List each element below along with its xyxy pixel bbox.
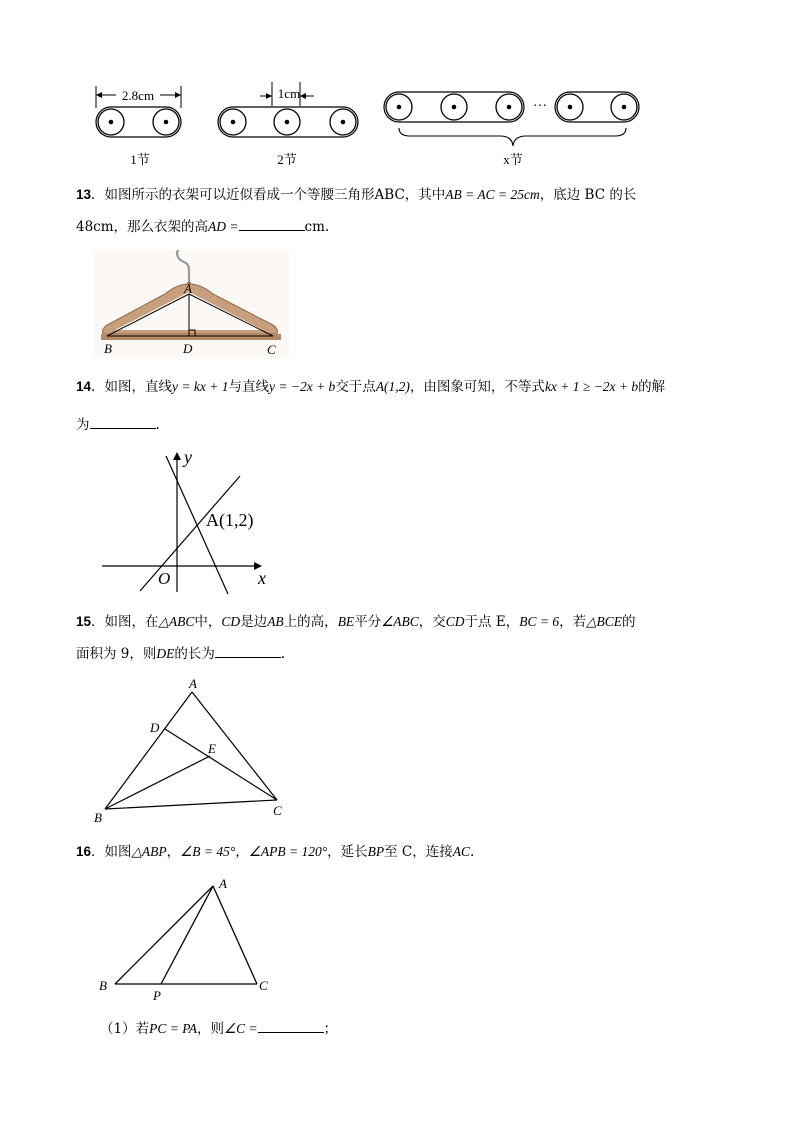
q16-label-c: C [259, 978, 268, 993]
coordinate-graph [100, 446, 280, 594]
q15-label-b: B [94, 810, 102, 825]
chain-two-sections [218, 82, 358, 167]
q15-number: 15 [76, 614, 92, 629]
origin-label: O [158, 569, 171, 588]
q14-answer-blank[interactable] [90, 414, 156, 429]
q13-answer-blank[interactable] [239, 216, 305, 231]
q13-line1: 13．如图所示的衣架可以近似看成一个等腰三角形ABC，其中AB = AC = 25cm，底边 BC 的长 [76, 187, 637, 203]
q16-label-b: B [99, 978, 107, 993]
q16-sub1: （1）若PC = PA，则∠C = ； [100, 1018, 337, 1039]
q16-sub1-answer-blank[interactable] [258, 1018, 324, 1033]
q15-line2: 面积为 9，则DE的长为 . [76, 643, 285, 664]
q15-label-a: A [189, 676, 197, 691]
chain-figure [80, 78, 660, 178]
y-axis-label: y [184, 447, 192, 467]
width-label: 2.8cm [121, 88, 155, 103]
q16-label-p: P [153, 988, 161, 1003]
caption-one: 1节 [130, 152, 150, 167]
gap-label: 1cm [277, 86, 301, 101]
hanger-label-b: B [104, 341, 112, 356]
q15-line1: 15．如图，在△ABC中，CD是边AB上的高，BE平分∠ABC，交CD于点 E，BC = 6，若△BCE的 [76, 614, 636, 630]
q15-label-c: C [273, 803, 282, 818]
q16-label-a: A [219, 876, 227, 891]
x-axis-label: x [258, 568, 266, 588]
q13-number: 13 [76, 187, 92, 202]
hanger-label-d: D [183, 341, 193, 356]
q15-label-d: D [150, 720, 160, 735]
ellipsis: ··· [533, 99, 547, 114]
q16-line1: 16．如图△ABP，∠B = 45°，∠APB = 120°，延长BP至 C，连接AC. [76, 844, 475, 860]
q15-answer-blank[interactable] [215, 643, 281, 658]
q13-line2: 48cm，那么衣架的高AD = cm. [76, 216, 329, 237]
triangle-abp-figure [95, 872, 285, 1006]
point-a-label: A(1,2) [206, 510, 254, 530]
q14-line2: 为 . [76, 414, 160, 435]
caption-two: 2节 [277, 152, 297, 167]
chain-x-sections [384, 92, 639, 167]
caption-x: x节 [503, 152, 523, 167]
q14-number: 14 [76, 379, 92, 394]
q14-line1: 14．如图，直线y = kx + 1与直线y = −2x + b交于点A(1,2)，由图象可知，不等式kx + 1 ≥ −2x + b的解 [76, 379, 666, 395]
hanger-label-a: A [184, 281, 192, 296]
chain-one-section [96, 86, 181, 167]
hanger-label-c: C [267, 342, 276, 357]
triangle-abc-figure [90, 672, 300, 828]
q15-label-e: E [208, 741, 216, 756]
hanger-figure [93, 250, 289, 358]
q16-number: 16 [76, 844, 92, 859]
